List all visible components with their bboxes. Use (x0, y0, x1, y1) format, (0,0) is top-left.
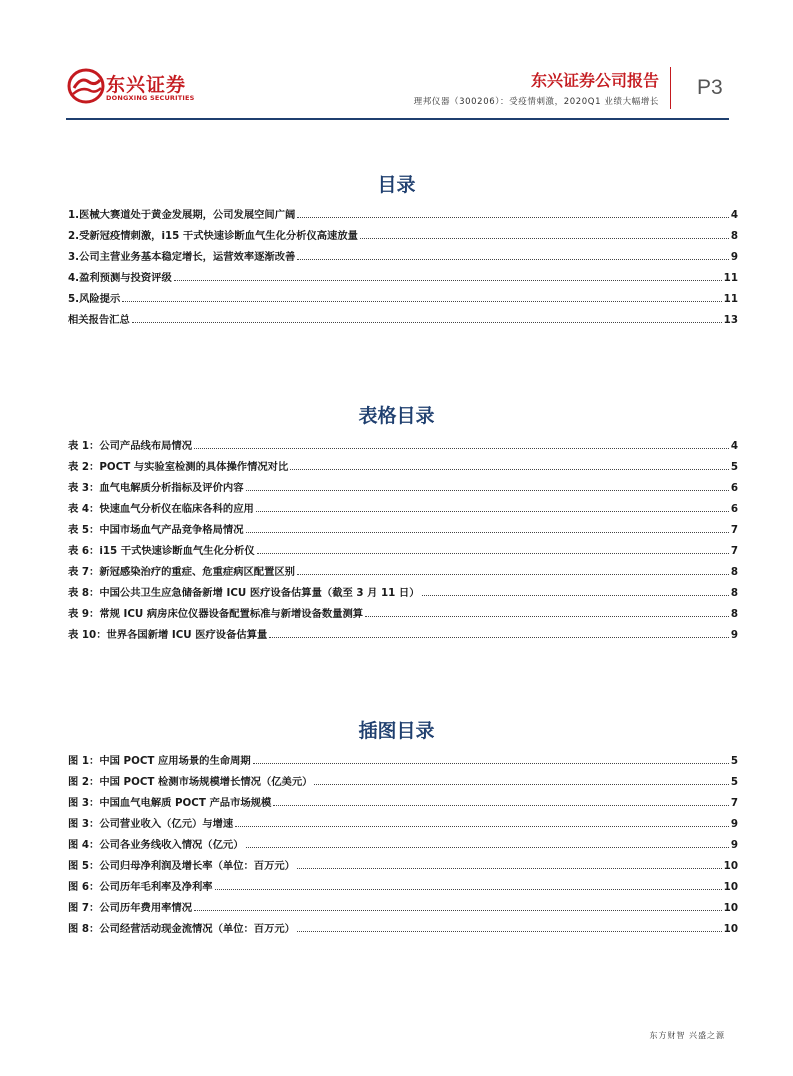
toc-leader-dots (314, 783, 728, 785)
toc-entry-page: 4 (730, 209, 738, 221)
toc-entry-page: 8 (730, 230, 738, 242)
toc-entry-label: 表 10：世界各国新增 ICU 医疗设备估算量 (68, 629, 268, 641)
header-divider (670, 67, 671, 109)
toc-entry-page: 8 (730, 608, 738, 620)
toc-entry[interactable] (68, 578, 738, 599)
toc-leader-dots (174, 279, 722, 281)
toc-leader-dots (246, 531, 729, 533)
toc-leader-dots (422, 594, 729, 596)
toc-entry-label: 表 1：公司产品线布局情况 (68, 440, 193, 452)
toc-entry-label: 表 5：中国市场血气产品竞争格局情况 (68, 524, 244, 536)
toc-entry-page: 10 (723, 881, 738, 893)
toc-entry-page: 10 (723, 902, 738, 914)
toc-entry[interactable] (68, 851, 738, 872)
logo-subtext: DONGXING SECURITIES (106, 94, 195, 102)
toc-entry-page: 13 (723, 314, 738, 326)
toc-entry-page: 6 (730, 482, 738, 494)
toc-entry-page: 11 (723, 293, 738, 305)
toc-leader-dots (215, 888, 722, 890)
toc-leader-dots (194, 447, 729, 449)
toc-entry[interactable] (68, 515, 738, 536)
toc-entry-label: 图 6：公司历年毛利率及净利率 (68, 881, 213, 893)
toc-leader-dots (246, 846, 729, 848)
toc-leader-dots (365, 615, 729, 617)
toc-entry[interactable] (68, 284, 738, 305)
contents-list (68, 200, 738, 326)
toc-entry-label: 图 3：公司营业收入（亿元）与增速 (68, 818, 234, 830)
toc-leader-dots (246, 489, 729, 491)
toc-entry[interactable] (68, 473, 738, 494)
toc-leader-dots (297, 573, 729, 575)
toc-entry-label: 图 5：公司归母净利润及增长率（单位：百万元） (68, 860, 295, 872)
toc-entry-label: 图 1：中国 POCT 应用场景的生命周期 (68, 755, 251, 767)
toc-leader-dots (194, 909, 722, 911)
toc-entry-page: 5 (730, 776, 738, 788)
toc-entry-label: 表 9：常规 ICU 病房床位仪器设备配置标准与新增设备数量测算 (68, 608, 364, 620)
toc-entry[interactable] (68, 914, 738, 935)
toc-entry[interactable] (68, 893, 738, 914)
toc-entry-page: 11 (723, 272, 738, 284)
toc-entry-page: 9 (730, 251, 738, 263)
toc-entry[interactable] (68, 809, 738, 830)
toc-entry-label: 表 6：i15 干式快速诊断血气生化分析仪 (68, 545, 255, 557)
toc-leader-dots (132, 321, 722, 323)
toc-entry-page: 5 (730, 755, 738, 767)
footer-slogan: 东方财智 兴盛之源 (649, 1031, 725, 1040)
toc-entry-page: 8 (730, 566, 738, 578)
toc-leader-dots (235, 825, 729, 827)
toc-leader-dots (297, 216, 729, 218)
toc-entry-label: 图 4：公司各业务线收入情况（亿元） (68, 839, 244, 851)
contents-title: 目录 (377, 174, 416, 196)
toc-entry-label: 4.盈利预测与投资评级 (68, 272, 172, 284)
toc-entry[interactable] (68, 830, 738, 851)
toc-entry[interactable] (68, 263, 738, 284)
toc-entry-page: 7 (730, 524, 738, 536)
toc-leader-dots (257, 552, 729, 554)
toc-entry-page: 7 (730, 797, 738, 809)
toc-entry-page: 9 (730, 629, 738, 641)
toc-entry-page: 8 (730, 587, 738, 599)
toc-entry[interactable] (68, 494, 738, 515)
tables-title: 表格目录 (358, 405, 435, 427)
page-number: P3 (697, 76, 723, 99)
toc-entry-page: 6 (730, 503, 738, 515)
toc-entry-label: 表 4：快速血气分析仪在临床各科的应用 (68, 503, 254, 515)
toc-entry-page: 9 (730, 839, 738, 851)
toc-entry-page: 7 (730, 545, 738, 557)
toc-entry-label: 5.风险提示 (68, 293, 121, 305)
toc-leader-dots (297, 258, 729, 260)
toc-entry[interactable] (68, 221, 738, 242)
toc-entry[interactable] (68, 242, 738, 263)
toc-leader-dots (122, 300, 721, 302)
toc-entry-page: 10 (723, 923, 738, 935)
toc-entry[interactable] (68, 452, 738, 473)
logo-text: 东兴证券 (106, 74, 187, 96)
toc-leader-dots (273, 804, 729, 806)
toc-entry[interactable] (68, 200, 738, 221)
toc-entry-page: 5 (730, 461, 738, 473)
toc-leader-dots (290, 468, 729, 470)
toc-entry-label: 表 7：新冠感染治疗的重症、危重症病区配置区别 (68, 566, 295, 578)
toc-entry-page: 9 (730, 818, 738, 830)
toc-entry[interactable] (68, 746, 738, 767)
toc-entry-label: 图 8：公司经营活动现金流情况（单位：百万元） (68, 923, 295, 935)
toc-entry[interactable] (68, 431, 738, 452)
toc-leader-dots (256, 510, 729, 512)
header-rule (66, 118, 729, 120)
figures-title: 插图目录 (358, 720, 435, 742)
toc-entry-label: 2.受新冠疫情刺激，i15 干式快速诊断血气生化分析仪高速放量 (68, 230, 358, 242)
toc-entry-label: 图 2：中国 POCT 检测市场规模增长情况（亿美元） (68, 776, 313, 788)
toc-entry[interactable] (68, 767, 738, 788)
toc-entry-label: 表 8：中国公共卫生应急储备新增 ICU 医疗设备估算量（截至 3 月 11 日） (68, 587, 420, 599)
toc-entry-page: 10 (723, 860, 738, 872)
toc-entry[interactable] (68, 599, 738, 620)
toc-entry[interactable] (68, 557, 738, 578)
tables-list (68, 431, 738, 641)
toc-entry[interactable] (68, 620, 738, 641)
toc-entry-label: 表 3：血气电解质分析指标及评价内容 (68, 482, 244, 494)
figures-list (68, 746, 738, 935)
toc-entry[interactable] (68, 305, 738, 326)
toc-leader-dots (297, 867, 722, 869)
toc-entry-label: 相关报告汇总 (68, 314, 130, 326)
toc-entry[interactable] (68, 872, 738, 893)
toc-leader-dots (253, 762, 729, 764)
report-subtitle: 理邦仪器（300206）：受疫情刺激，2020Q1 业绩大幅增长 (413, 97, 659, 107)
toc-entry[interactable] (68, 788, 738, 809)
toc-leader-dots (297, 930, 722, 932)
toc-leader-dots (360, 237, 729, 239)
toc-entry-label: 图 3：中国血气电解质 POCT 产品市场规模 (68, 797, 272, 809)
toc-entry-label: 表 2：POCT 与实验室检测的具体操作情况对比 (68, 461, 289, 473)
toc-entry[interactable] (68, 536, 738, 557)
toc-entry-label: 图 7：公司历年费用率情况 (68, 902, 193, 914)
toc-entry-label: 3.公司主营业务基本稳定增长，运营效率逐渐改善 (68, 251, 296, 263)
report-title: 东兴证券公司报告 (530, 71, 659, 90)
page-header (0, 0, 793, 122)
toc-entry-label: 1.医械大赛道处于黄金发展期，公司发展空间广阔 (68, 209, 296, 221)
toc-entry-page: 4 (730, 440, 738, 452)
toc-leader-dots (269, 636, 729, 638)
